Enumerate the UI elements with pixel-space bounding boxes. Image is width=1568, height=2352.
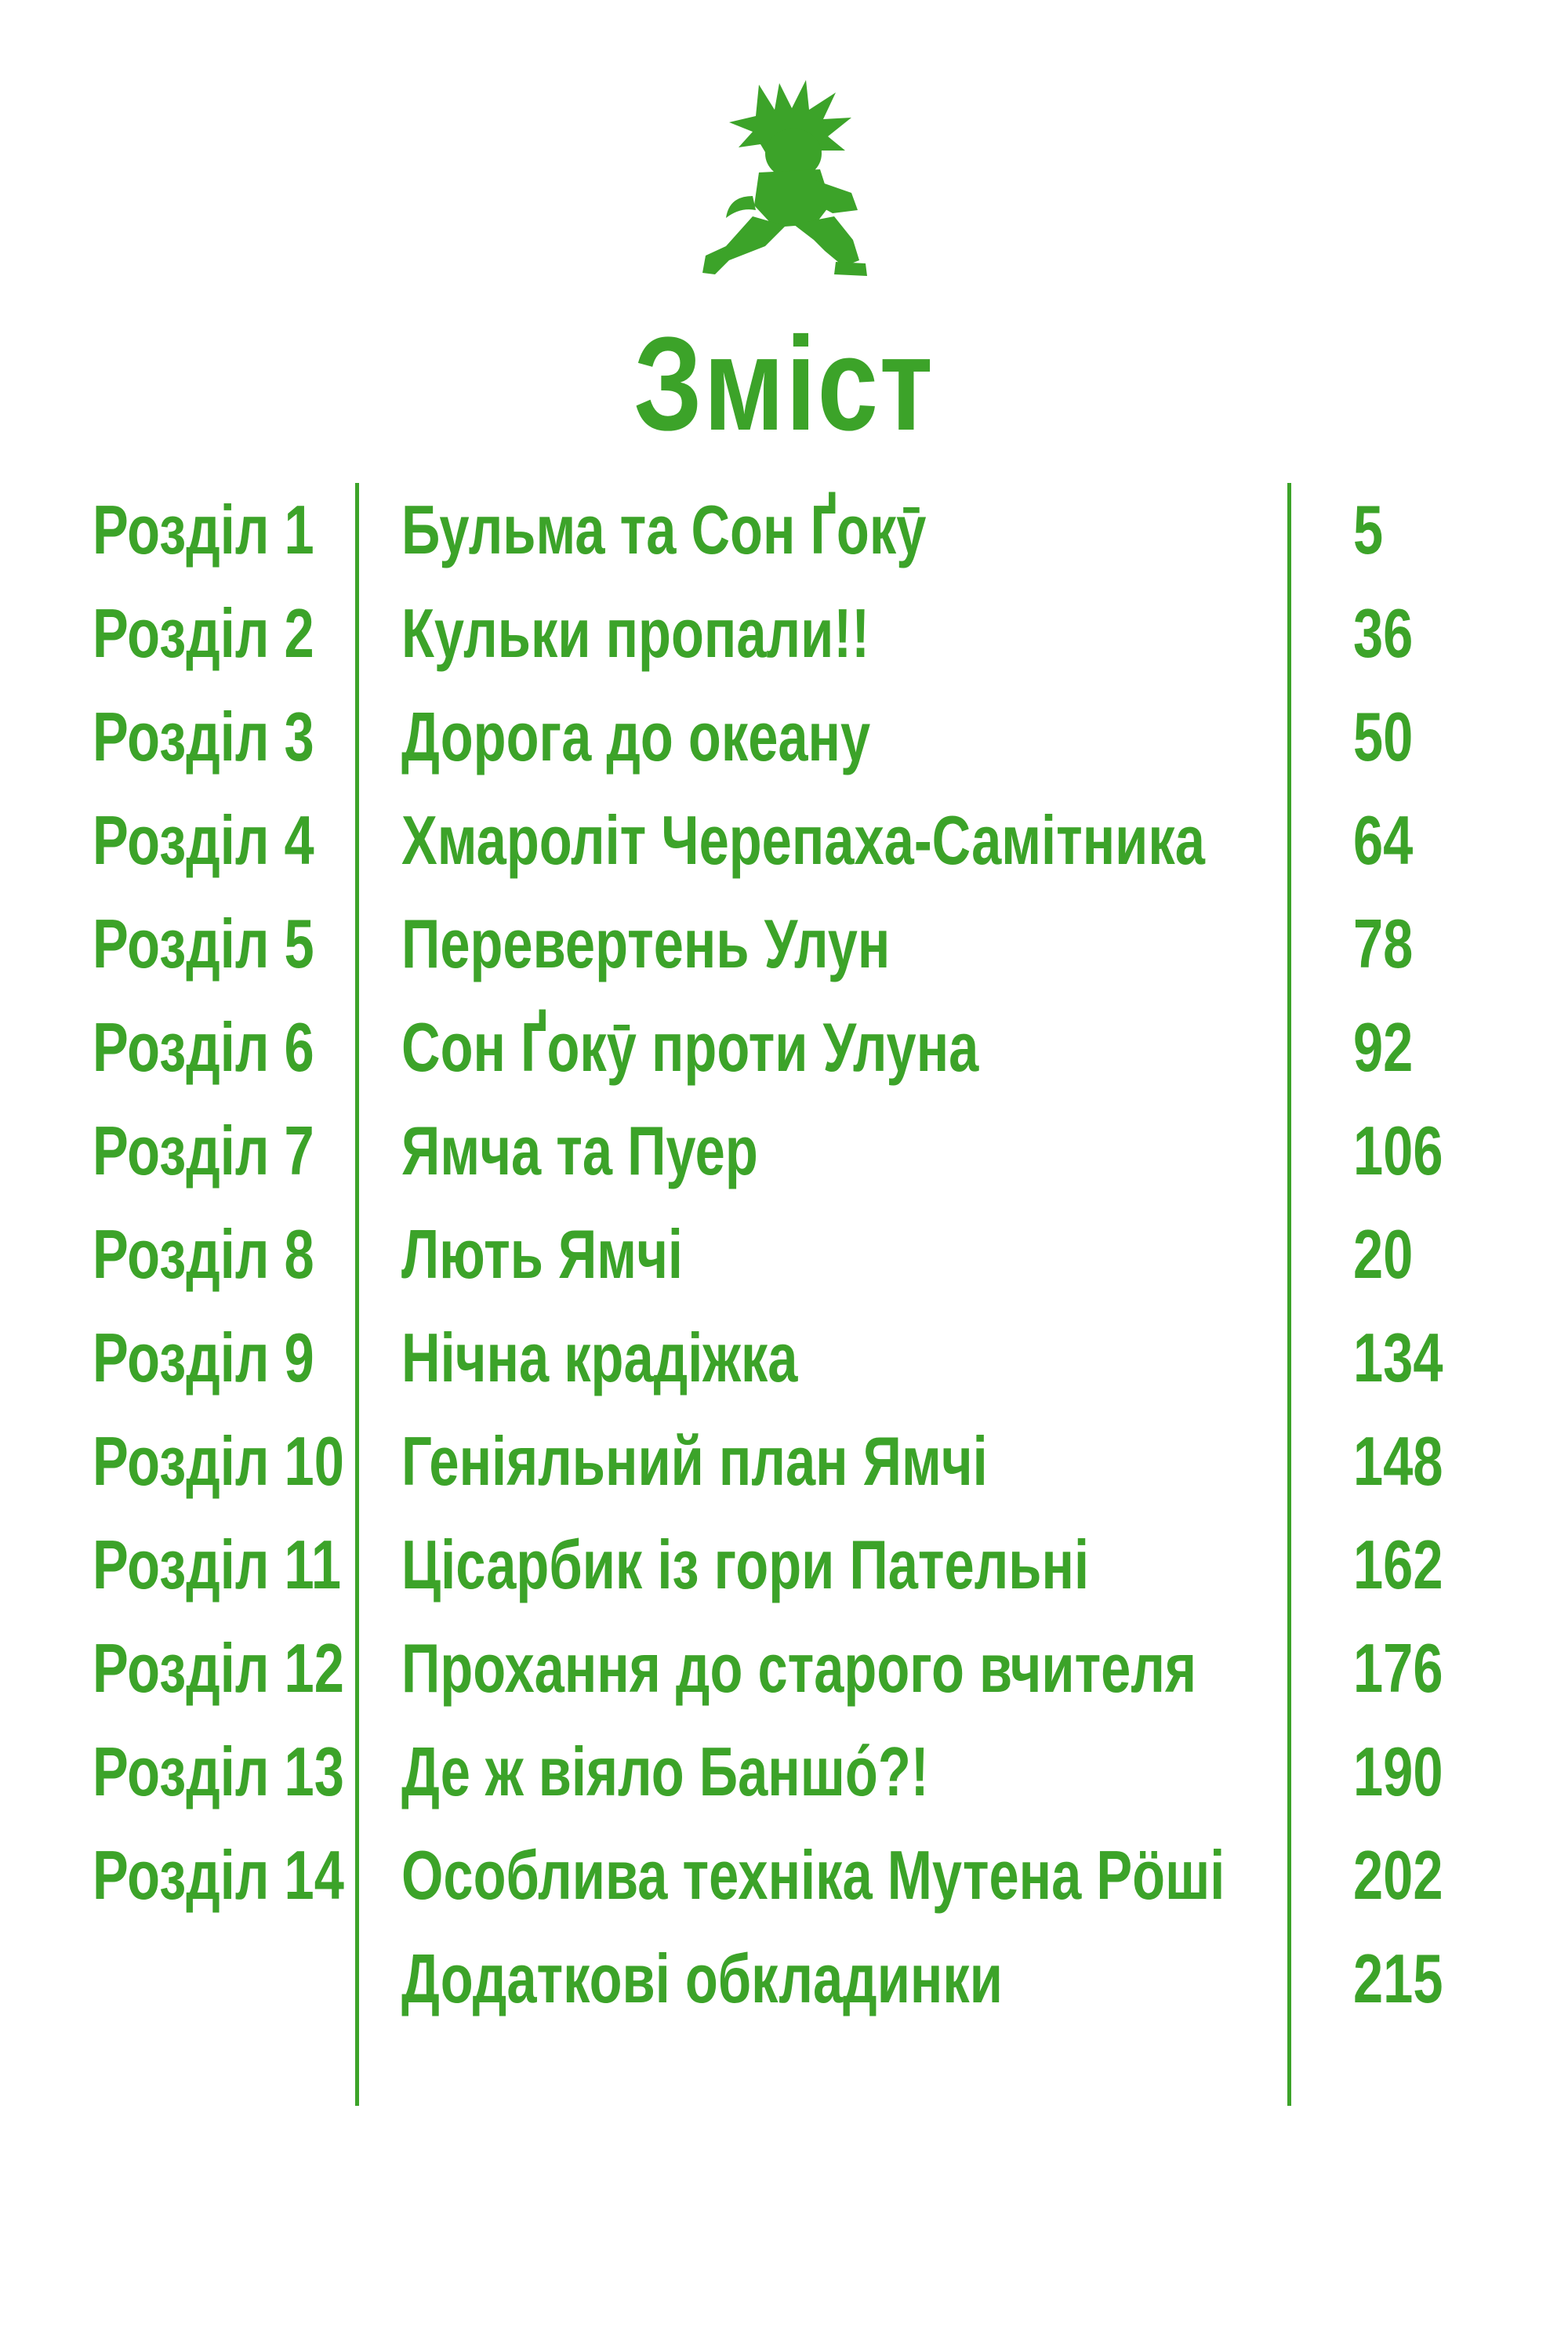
toc-page-number: 190	[1353, 1733, 1443, 1810]
toc-row	[0, 478, 1568, 582]
toc-chapter-title: Лють Ямчі	[401, 1215, 683, 1293]
toc-row	[0, 1306, 1568, 1410]
toc-chapter-number: Розділ 4	[93, 801, 314, 879]
toc-row	[0, 892, 1568, 996]
toc-page-number: 92	[1353, 1008, 1414, 1086]
toc-row	[0, 1927, 1568, 2031]
toc-chapter-number: Розділ 6	[93, 1008, 314, 1086]
toc-row	[0, 1824, 1568, 1927]
toc-chapter-title: Сон Ґокӯ проти Улуна	[401, 1008, 979, 1086]
toc-chapter-title: Дорога до океану	[401, 698, 871, 775]
toc-row	[0, 685, 1568, 789]
toc-chapter-title: Кульки пропали!!	[401, 594, 870, 672]
toc-page-number: 64	[1353, 801, 1414, 879]
toc-chapter-title: Де ж віяло Баншо́?!	[401, 1733, 929, 1810]
toc-chapter-title: Геніяльний план Ямчі	[401, 1422, 988, 1500]
toc-chapter-number: Розділ 12	[93, 1629, 344, 1707]
toc-chapter-title: Бульма та Сон Ґокӯ	[401, 491, 927, 568]
toc-chapter-title: Цісарбик із гори Пательні	[401, 1526, 1090, 1603]
toc-page-number: 5	[1353, 491, 1384, 568]
toc-chapter-number: Розділ 14	[93, 1836, 344, 1914]
toc-row	[0, 1720, 1568, 1824]
toc-row	[0, 1410, 1568, 1513]
toc-chapter-title: Додаткові обкладинки	[401, 1940, 1003, 2017]
toc-chapter-title: Особлива техніка Мутена Рӧші	[401, 1836, 1225, 1914]
toc-chapter-title: Перевертень Улун	[401, 905, 891, 982]
toc-chapter-title: Хмароліт Черепаха-Самітника	[401, 801, 1205, 879]
goku-silhouette-icon	[698, 78, 886, 282]
toc-page-number: 106	[1353, 1112, 1443, 1189]
toc-chapter-title: Нічна крадіжка	[401, 1319, 798, 1396]
toc-chapter-title: Ямча та Пуер	[401, 1112, 758, 1189]
toc-row	[0, 1099, 1568, 1203]
toc-row	[0, 789, 1568, 892]
toc-chapter-number: Розділ 13	[93, 1733, 344, 1810]
toc-page-number: 148	[1353, 1422, 1443, 1500]
toc-page-number: 134	[1353, 1319, 1443, 1396]
toc-chapter-number: Розділ 3	[93, 698, 314, 775]
toc-chapter-number: Розділ 7	[93, 1112, 314, 1189]
toc-row	[0, 582, 1568, 685]
toc-row	[0, 1513, 1568, 1617]
toc-chapter-number: Розділ 5	[93, 905, 314, 982]
toc-chapter-title: Прохання до старого вчителя	[401, 1629, 1197, 1707]
toc-page-number: 162	[1353, 1526, 1443, 1603]
toc-row	[0, 1203, 1568, 1306]
toc-page-number: 78	[1353, 905, 1414, 982]
toc-page-number: 202	[1353, 1836, 1443, 1914]
toc-page-number: 50	[1353, 698, 1414, 775]
toc-page-number: 20	[1353, 1215, 1414, 1293]
toc-page-number: 176	[1353, 1629, 1443, 1707]
toc-row	[0, 1617, 1568, 1720]
toc-chapter-number: Розділ 1	[93, 491, 314, 568]
toc-chapter-number: Розділ 9	[93, 1319, 314, 1396]
toc-chapter-number: Розділ 10	[93, 1422, 344, 1500]
toc-row	[0, 996, 1568, 1099]
page-title: Зміст	[633, 310, 935, 459]
toc-chapter-number: Розділ 11	[93, 1526, 342, 1603]
toc-chapter-number: Розділ 2	[93, 594, 314, 672]
toc-page-number: 215	[1353, 1940, 1443, 2017]
toc-page-number: 36	[1353, 594, 1414, 672]
toc-chapter-number: Розділ 8	[93, 1215, 314, 1293]
